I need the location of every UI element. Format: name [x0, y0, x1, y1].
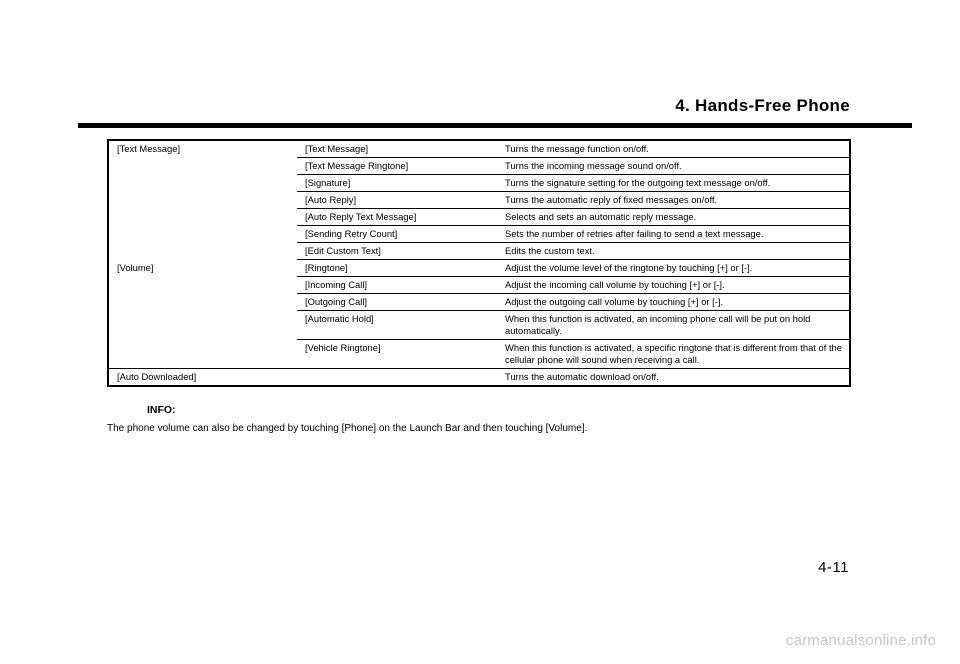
setting-item: [Sending Retry Count] [297, 226, 497, 243]
setting-item: [Incoming Call] [297, 277, 497, 294]
setting-description: Adjust the incoming call volume by touching [+] or [-]. [497, 277, 850, 294]
setting-description: Turns the automatic download on/off. [505, 371, 659, 382]
watermark: carmanualsonline.info [785, 632, 936, 649]
info-label: INFO: [147, 404, 176, 416]
setting-item: [Outgoing Call] [297, 294, 497, 311]
chapter-title: 4. Hands-Free Phone [675, 96, 850, 115]
info-text: The phone volume can also be changed by touching [Phone] on the Launch Bar and then touching [Volume]. [107, 423, 588, 434]
setting-description: When this function is activated, a specific ringtone that is different from that of the cellular phone will sound when receiving a call. [497, 340, 850, 369]
page-number: 4-11 [818, 559, 849, 576]
setting-item: [Vehicle Ringtone] [297, 340, 497, 369]
setting-description: Turns the incoming message sound on/off. [497, 158, 850, 175]
table-row [108, 140, 850, 158]
setting-description: When this function is activated, an incoming phone call will be put on hold automatically. [497, 311, 850, 340]
settings-table [107, 139, 851, 387]
setting-item: [Automatic Hold] [297, 311, 497, 340]
setting-description: Turns the automatic reply of fixed messages on/off. [497, 192, 850, 209]
header-rule [78, 123, 912, 128]
group-name-volume: [Volume] [108, 260, 297, 369]
setting-description: Edits the custom text. [497, 243, 850, 260]
setting-item: [Text Message Ringtone] [297, 158, 497, 175]
setting-description: Selects and sets an automatic reply message. [497, 209, 850, 226]
setting-item: [Auto Reply Text Message] [297, 209, 497, 226]
group-name-auto-downloaded: [Auto Downloaded] [117, 371, 197, 382]
table-row [108, 260, 850, 277]
setting-description: Sets the number of retries after failing to send a text message. [497, 226, 850, 243]
setting-item: [Ringtone] [297, 260, 497, 277]
setting-description: Turns the signature setting for the outgoing text message on/off. [497, 175, 850, 192]
setting-item: [Text Message] [297, 140, 497, 158]
table-row [108, 369, 850, 387]
setting-item: [Edit Custom Text] [297, 243, 497, 260]
setting-item: [Signature] [297, 175, 497, 192]
setting-description: Adjust the volume level of the ringtone by touching [+] or [-]. [497, 260, 850, 277]
setting-description: Adjust the outgoing call volume by touching [+] or [-]. [497, 294, 850, 311]
setting-description: Turns the message function on/off. [497, 140, 850, 158]
group-name-text-message: [Text Message] [117, 143, 181, 154]
setting-item: [Auto Reply] [297, 192, 497, 209]
